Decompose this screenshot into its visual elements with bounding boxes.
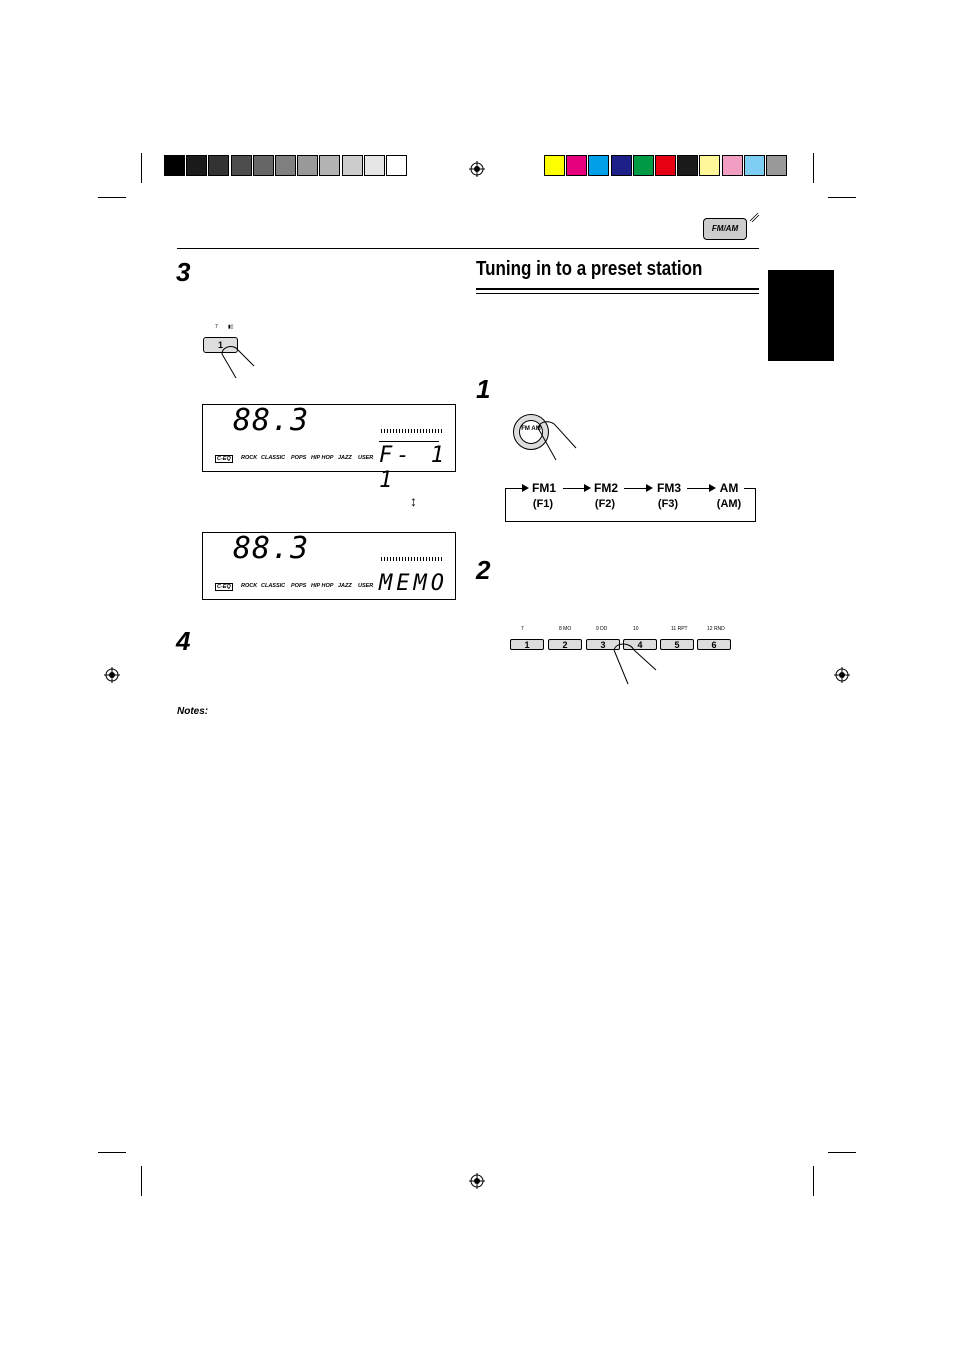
- gray-swatch: [208, 155, 229, 176]
- gray-swatch: [253, 155, 274, 176]
- eq-label-hiphop: HIP HOP: [311, 455, 334, 461]
- fm-am-icon-label: FM/AM: [711, 224, 739, 233]
- color-swatch: [566, 155, 587, 176]
- step-1-number: 1: [476, 374, 491, 404]
- color-swatch: [633, 155, 654, 176]
- band-fm2-sub: (F2): [594, 498, 616, 510]
- eq-label-user: USER: [358, 583, 374, 589]
- band-cycle-top-left: [505, 488, 522, 489]
- preset-button-label: 6: [711, 640, 717, 650]
- gray-swatch: [386, 155, 407, 176]
- gray-swatch: [275, 155, 296, 176]
- registration-mark-icon: [469, 1173, 485, 1189]
- level-meter: [381, 429, 443, 433]
- crop-mark: [141, 153, 142, 183]
- color-swatch: [655, 155, 676, 176]
- updown-arrow-icon: ↕: [410, 493, 417, 509]
- eq-label-classic: CLASSIC: [261, 455, 286, 461]
- eq-label-ceq: C-EQ: [217, 456, 231, 462]
- preset-button-label: 1: [524, 640, 530, 650]
- button-top-label: 7: [215, 324, 218, 330]
- eq-label-rock: ROCK: [241, 583, 258, 589]
- color-swatch: [744, 155, 765, 176]
- band-fm1-sub: (F1): [532, 498, 554, 510]
- preset-top-label: 9 DD: [596, 626, 608, 632]
- color-swatch: [544, 155, 565, 176]
- preset-top-label: 7: [521, 626, 524, 632]
- preset-button-2[interactable]: [548, 639, 582, 650]
- title-rule-thick: [476, 288, 759, 290]
- indicator-icon: ▮▯: [228, 324, 234, 330]
- arrow-head: [709, 484, 716, 492]
- eq-label-user: USER: [358, 455, 374, 461]
- arrow-head: [584, 484, 591, 492]
- color-swatch: [588, 155, 609, 176]
- preset-button-1[interactable]: [510, 639, 544, 650]
- notes-label: Notes:: [177, 706, 209, 717]
- crop-mark: [828, 1152, 856, 1153]
- crop-mark: [141, 1166, 142, 1196]
- arrow-line: [624, 488, 646, 489]
- band-fm2: FM2: [594, 481, 618, 495]
- color-swatch: [677, 155, 698, 176]
- band-fm3: FM3: [657, 481, 681, 495]
- eq-label-classic: CLASSIC: [261, 583, 286, 589]
- preset-button-1-label: 1: [217, 340, 223, 350]
- crop-mark: [98, 197, 126, 198]
- arrow-head: [522, 484, 529, 492]
- preset-top-label: 11 RPT: [671, 626, 688, 632]
- step-4-number: 4: [176, 626, 191, 656]
- gray-swatch: [297, 155, 318, 176]
- level-meter: [381, 557, 443, 561]
- frequency-readout: 88.3: [233, 403, 310, 438]
- color-swatch: [722, 155, 743, 176]
- eq-label-ceq: C-EQ: [217, 584, 231, 590]
- preset-top-label: 12 RND: [707, 626, 725, 632]
- title-rule-thin: [476, 293, 759, 294]
- preset-button-6[interactable]: [697, 639, 731, 650]
- header-rule: [177, 248, 759, 249]
- crop-mark: [828, 197, 856, 198]
- lcd-display-1: [202, 403, 456, 493]
- arrow-head: [646, 484, 653, 492]
- step-3-number: 3: [176, 257, 191, 287]
- eq-label-jazz: JAZZ: [338, 455, 352, 461]
- preset-button-5[interactable]: [660, 639, 694, 650]
- preset-button-label: 3: [600, 640, 606, 650]
- preset-top-label: 8 MO: [559, 626, 572, 632]
- gray-swatch: [231, 155, 252, 176]
- preset-button-label: 2: [562, 640, 568, 650]
- eq-label-pops: POPS: [291, 455, 307, 461]
- registration-mark-icon: [469, 161, 485, 177]
- color-swatch: [699, 155, 720, 176]
- crop-mark: [98, 1152, 126, 1153]
- preset-button-label: 4: [637, 640, 643, 650]
- gray-swatch: [319, 155, 340, 176]
- fm-am-icon: [703, 218, 747, 240]
- band-am: AM: [719, 481, 739, 495]
- section-title: Tuning in to a preset station: [476, 258, 703, 280]
- lcd-display-2: [202, 532, 456, 600]
- crop-mark: [813, 1166, 814, 1196]
- finger-icon: [216, 340, 258, 382]
- color-swatch: [766, 155, 787, 176]
- gray-swatch: [164, 155, 185, 176]
- gray-swatch: [342, 155, 363, 176]
- language-tab: [768, 270, 834, 361]
- gray-swatch: [186, 155, 207, 176]
- segment-readout: F- 1 1: [379, 443, 448, 493]
- segment-readout: MEMO: [379, 571, 448, 596]
- fm-am-button-label: FM AM: [521, 426, 541, 432]
- arrow-line: [687, 488, 709, 489]
- band-fm3-sub: (F3): [657, 498, 679, 510]
- divider-line: [379, 441, 439, 442]
- registration-mark-icon: [104, 667, 120, 683]
- band-cycle-top-right: [744, 488, 756, 489]
- eq-label-jazz: JAZZ: [338, 583, 352, 589]
- step-2-number: 2: [476, 555, 491, 585]
- finger-icon: [530, 418, 578, 462]
- frequency-readout: 88.3: [233, 531, 310, 566]
- preset-top-label: 10: [633, 626, 639, 632]
- preset-button-label: 5: [674, 640, 680, 650]
- arrow-line: [563, 488, 584, 489]
- crop-mark: [813, 153, 814, 183]
- registration-mark-icon: [834, 667, 850, 683]
- band-am-sub: (AM): [716, 498, 742, 510]
- eq-label-hiphop: HIP HOP: [311, 583, 334, 589]
- signal-waves-icon: [748, 211, 760, 223]
- band-fm1: FM1: [532, 481, 556, 495]
- color-swatch: [611, 155, 632, 176]
- eq-label-pops: POPS: [291, 583, 307, 589]
- finger-icon: [606, 640, 658, 686]
- eq-label-rock: ROCK: [241, 455, 258, 461]
- gray-swatch: [364, 155, 385, 176]
